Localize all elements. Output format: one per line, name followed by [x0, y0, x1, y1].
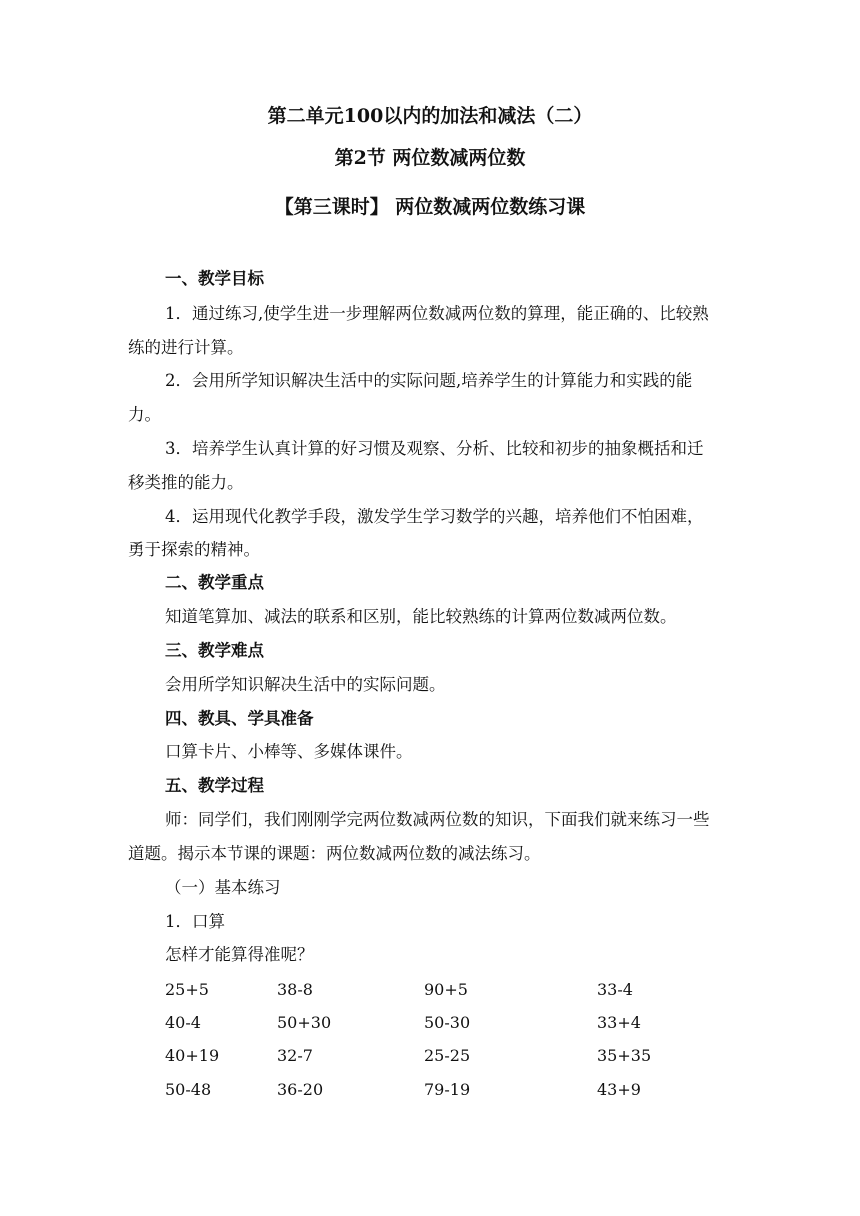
- tools-text: 口算卡片、小棒等、多媒体课件。: [165, 742, 413, 761]
- calc-item: 50+30: [277, 1013, 332, 1032]
- oral-calc-heading: 1．口算: [165, 912, 225, 931]
- calc-item: 36-20: [277, 1080, 324, 1099]
- calc-item: 90+5: [424, 980, 468, 999]
- calc-item: 43+9: [597, 1080, 641, 1099]
- section-title: 第2节 两位数减两位数: [334, 147, 526, 169]
- calc-item: 32-7: [277, 1046, 313, 1065]
- goal-3-line-1: 3．培养学生认真计算的好习惯及观察、分析、比较和初步的抽象概括和迁: [165, 439, 704, 458]
- unit-title: 第二单元100以内的加法和减法（二）: [267, 105, 593, 127]
- difficulty-text: 会用所学知识解决生活中的实际问题。: [165, 675, 446, 694]
- calc-item: 40-4: [165, 1013, 201, 1032]
- tools-heading: 四、教具、学具准备: [165, 709, 314, 728]
- lesson-title: 【第三课时】 两位数减两位数练习课: [274, 196, 586, 218]
- goals-heading: 一、教学目标: [165, 269, 264, 288]
- calc-item: 25+5: [165, 980, 209, 999]
- basic-practice-heading: （一）基本练习: [165, 878, 281, 897]
- process-line-1: 师：同学们，我们刚刚学完两位数减两位数的知识，下面我们就来练习一些: [165, 810, 710, 829]
- goal-3-line-2: 移类推的能力。: [128, 473, 244, 492]
- goal-1-line-2: 练的进行计算。: [128, 338, 244, 357]
- process-heading: 五、教学过程: [165, 776, 264, 795]
- goal-4-line-1: 4．运用现代化教学手段，激发学生学习数学的兴趣，培养他们不怕困难，: [165, 507, 704, 526]
- calc-item: 50-48: [165, 1080, 212, 1099]
- difficulty-heading: 三、教学难点: [165, 641, 264, 660]
- calc-item: 38-8: [277, 980, 313, 999]
- calc-item: 33+4: [597, 1013, 641, 1032]
- question-text: 怎样才能算得准呢？: [165, 945, 314, 964]
- key-points-heading: 二、教学重点: [165, 573, 264, 592]
- calc-item: 50-30: [424, 1013, 471, 1032]
- calc-item: 25-25: [424, 1046, 471, 1065]
- goal-1-line-1: 1．通过练习,使学生进一步理解两位数减两位数的算理，能正确的、比较熟: [165, 304, 709, 323]
- goal-4-line-2: 勇于探索的精神。: [128, 540, 260, 559]
- goal-2-line-1: 2．会用所学知识解决生活中的实际问题,培养学生的计算能力和实践的能: [165, 371, 693, 390]
- key-points-text: 知道笔算加、减法的联系和区别，能比较熟练的计算两位数减两位数。: [165, 607, 677, 626]
- calc-item: 35+35: [597, 1046, 652, 1065]
- calc-item: 79-19: [424, 1080, 471, 1099]
- process-line-2: 道题。揭示本节课的课题：两位数减两位数的减法练习。: [128, 844, 541, 863]
- goal-2-line-2: 力。: [128, 405, 161, 424]
- calc-item: 33-4: [597, 980, 633, 999]
- calc-item: 40+19: [165, 1046, 220, 1065]
